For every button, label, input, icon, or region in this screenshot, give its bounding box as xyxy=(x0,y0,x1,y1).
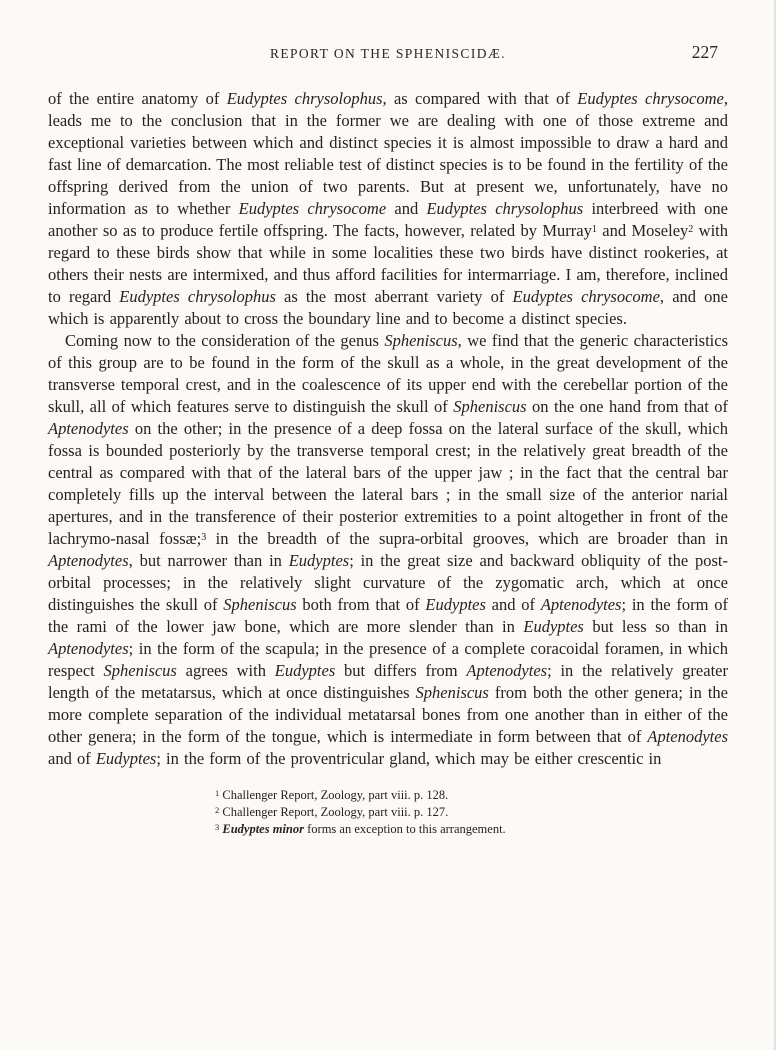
running-title: REPORT ON THE SPHENISCIDÆ. xyxy=(269,46,507,61)
body-text xyxy=(48,88,728,770)
footnotes-section xyxy=(215,787,728,838)
paragraph-continuation: of the entire anatomy of Eudyptes chrysolophus, as compared with that of Eudyptes chrysocome, leads me to the conclusion that in the former we are dealing with one of those extreme and exceptional varieties between which and distinct species it is almost impossible to draw a hard and fast line of demarcation. The most reliable test of distinct species is to be found in the fertility of the offspring derived from the union of two parents. But at present we, unfortunately, have no information as to whether Eudyptes chrysocome and Eudyptes chrysolophus interbreed with one another so as to produce fertile offspring. The facts, however, related by Murray$^1$ and Moseley$^2$ with regard to these birds show that while in some localities these two birds have distinct rookeries, at others their nests are intermixed, and thus afford facilities for intermarriage. I am, therefore, inclined to regard Eudyptes chrysolophus as the most aberrant variety of Eudyptes chrysocome, and one which is apparently about to cross the boundary line and to become a distinct species. xyxy=(48,89,728,328)
page-header xyxy=(48,42,728,72)
footnote-1: $^1$ Challenger Report, Zoology, part viii. p. 128. xyxy=(215,787,449,802)
footnote-3: $^3$ Eudyptes minor forms an exception to this arrangement. xyxy=(215,821,506,836)
footnote-2: $^2$ Challenger Report, Zoology, part viii. p. 127. xyxy=(215,804,449,819)
page-number: 227 xyxy=(691,42,718,62)
paragraph-spheniscus: Coming now to the consideration of the genus Spheniscus, we find that the generic characteristics of this group are to be found in the form of the skull as a whole, in the great development of the transverse temporal crest, and in the coalescence of its upper end with the cerebellar portion of the skull, all of which features serve to distinguish the skull of Spheniscus on the one hand from that of Aptenodytes on the other; in the presence of a deep fossa on the lateral surface of the skull, which fossa is bounded posteriorly by the transverse temporal crest; in the relatively great breadth of the central as compared with that of the lateral bars of the upper jaw ; in the fact that the central bar completely fills up the interval between the lateral bars ; in the small size of the anterior narial apertures, and in the transference of their posterior extremities to a point altogether in front of the lachrymo-nasal fossæ;$^3$ in the breadth of the supra-orbital grooves, which are broader than in Aptenodytes, but narrower than in Eudyptes; in the great size and backward obliquity of the post-orbital processes; in the relatively slight curvature of the zygomatic arch, which at once distinguishes the skull of Spheniscus both from that of Eudyptes and of Aptenodytes; in the form of the rami of the lower jaw bone, which are more slender than in Eudyptes but less so than in Aptenodytes; in the form of the scapula; in the presence of a complete coracoidal foramen, in which respect Spheniscus agrees with Eudyptes but differs from Aptenodytes; in the relatively greater length of the metatarsus, which at once distinguishes Spheniscus from both the other genera; in the more complete separation of the individual metatarsal bones from one another than in either of the other genera; in the form of the tongue, which is intermediate in form between that of Aptenodytes and of Eudyptes; in the form of the proventricular gland, which may be either crescentic in xyxy=(48,331,729,768)
